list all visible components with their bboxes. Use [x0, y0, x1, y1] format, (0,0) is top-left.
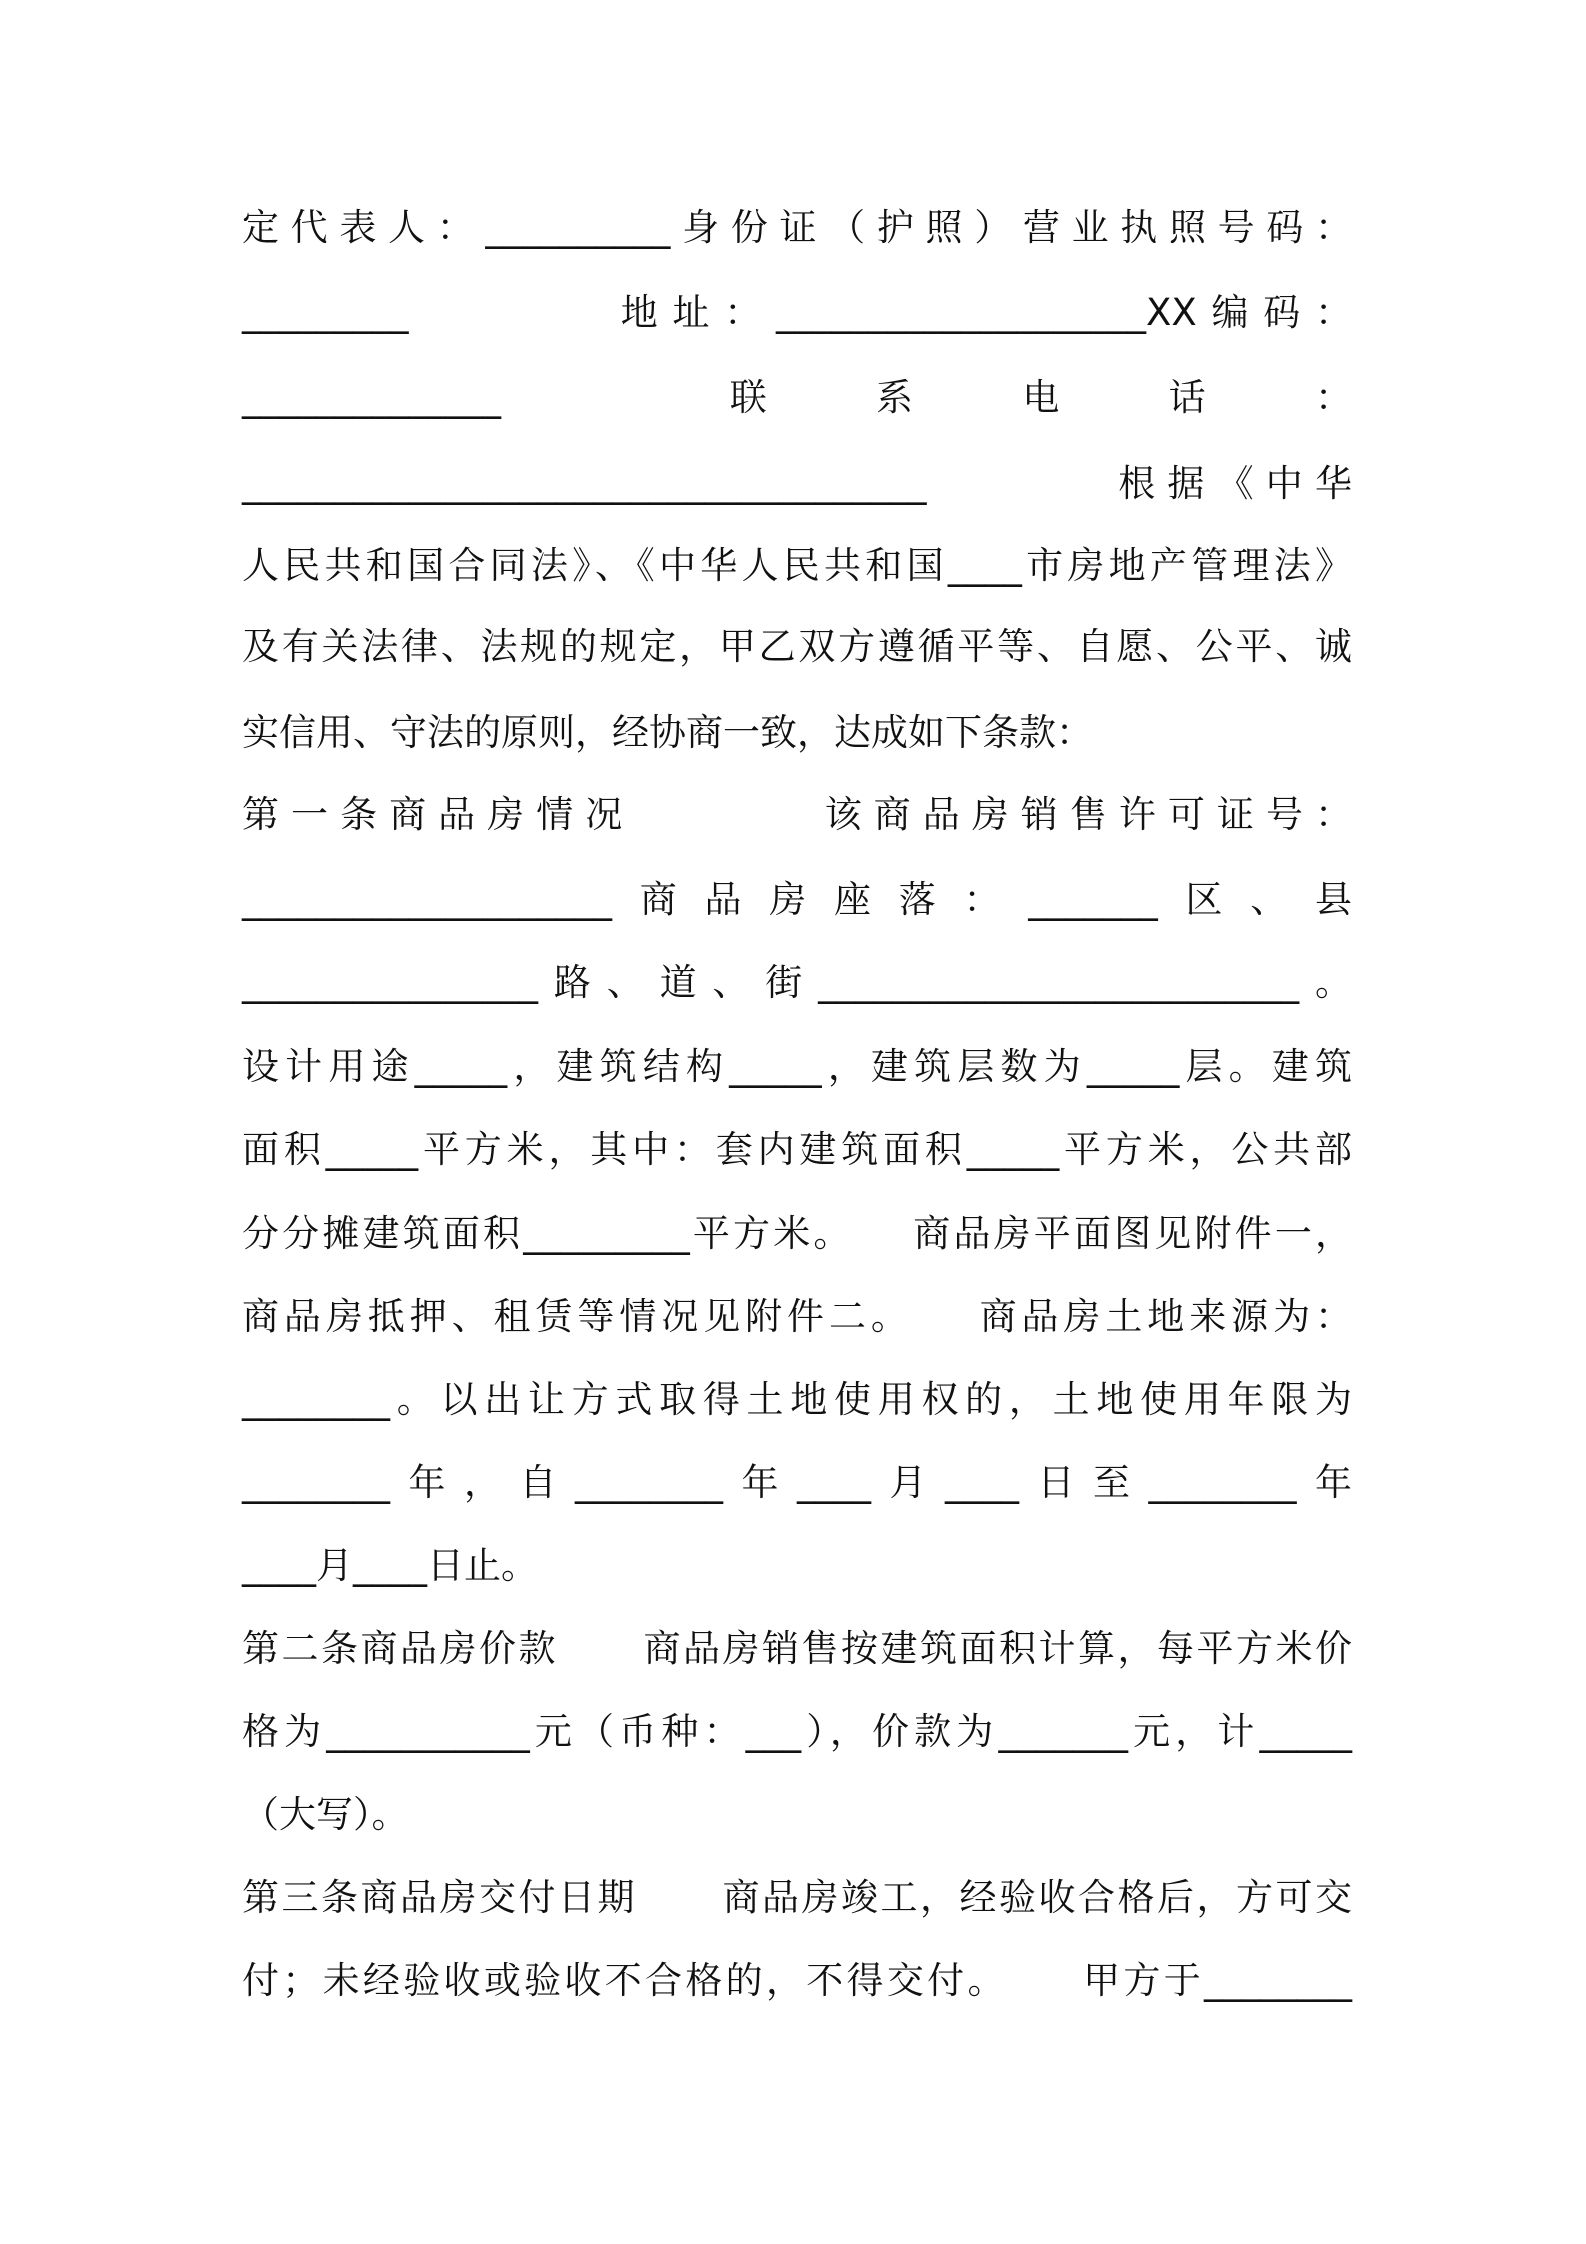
- text-line-15: ________。以出让方式取得土地使用权的，土地使用年限为: [242, 1378, 1352, 1421]
- text-line-18: 第二条商品房价款 商品房销售按建筑面积计算，每平方米价: [242, 1627, 1352, 1670]
- text-line-14: 商品房抵押、租赁等情况见附件二。 商品房土地来源为：: [242, 1295, 1352, 1338]
- text-line-11: 设计用途_____，建筑结构_____，建筑层数为_____层。建筑: [242, 1045, 1352, 1088]
- text-line-6: 及有关法律、法规的规定，甲乙双方遵循平等、自愿、公平、诚: [242, 625, 1352, 668]
- text-line-10: ________________路、道、街__________________________。: [242, 961, 1352, 1004]
- text-line-3: ______________ 联 系 电 话 ：: [242, 376, 1352, 419]
- text-line-16: ________年，自________年____月____日至________年: [242, 1461, 1352, 1504]
- text-line-21: 第三条商品房交付日期 商品房竣工，经验收合格后，方可交: [242, 1876, 1352, 1919]
- text-line-13: 分分摊建筑面积_________平方米。 商品房平面图见附件一，: [242, 1212, 1352, 1255]
- text-line-1: 定代表人：__________身份证（护照）营业执照号码：: [242, 206, 1352, 249]
- text-line-9: ____________________商品房座落：_______区、县: [242, 878, 1352, 921]
- text-line-12: 面积_____平方米，其中：套内建筑面积_____平方米，公共部: [242, 1128, 1352, 1171]
- text-line-4: _____________________________________ 根据《中华: [242, 462, 1352, 505]
- text-line-22: 付；未经验收或验收不合格的，不得交付。 甲方于________: [242, 1959, 1352, 2002]
- text-line-7: 实信用、守法的原则，经协商一致，达成如下条款：: [242, 711, 1093, 754]
- text-line-17: ____月____日止。: [242, 1544, 538, 1587]
- text-line-2: _________ 地址：____________________XX编码：: [242, 291, 1352, 334]
- text-line-19: 格为___________元（币种：___），价款为_______元，计_____: [242, 1710, 1352, 1753]
- text-line-8: 第一条商品房情况 该商品房销售许可证号：: [242, 793, 1352, 836]
- text-line-5: 人民共和国合同法》、《中华人民共和国____市房地产管理法》: [242, 544, 1352, 587]
- text-line-20: （大写）。: [242, 1793, 409, 1836]
